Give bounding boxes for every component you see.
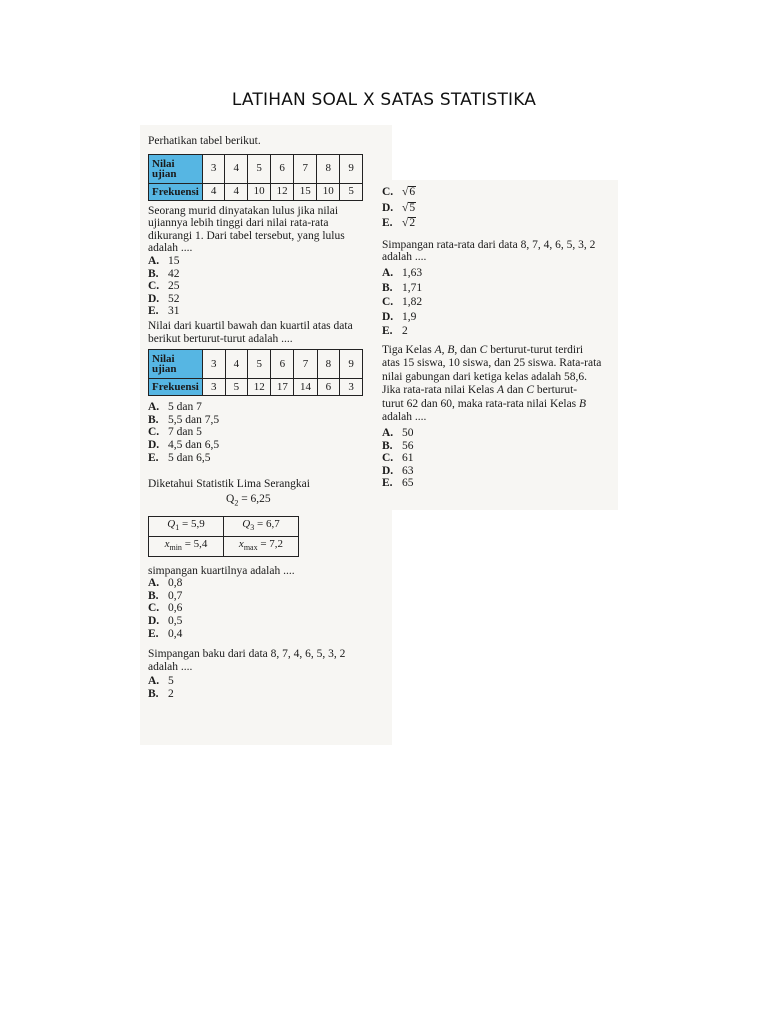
q2-options <box>148 401 368 464</box>
sqrt-expression: √6 <box>402 186 416 198</box>
table-header-frekuensi: Frekuensi <box>149 379 203 396</box>
symbol-text: x <box>238 537 244 550</box>
option-value: 5 <box>168 675 174 688</box>
value-text: = 6,25 <box>238 492 271 505</box>
option-letter: C. <box>148 280 160 293</box>
option-c[interactable] <box>148 426 368 439</box>
text-run: B <box>579 397 587 410</box>
option-value: 61 <box>402 452 414 465</box>
option-letter: A. <box>382 426 394 439</box>
text-run: dan <box>503 384 527 397</box>
table-cell: 3 <box>202 379 225 396</box>
q3-options <box>148 577 368 640</box>
option-value: 7 dan 5 <box>168 426 202 439</box>
option-letter: C. <box>382 186 394 198</box>
table-cell: 5 <box>225 379 248 396</box>
radicand: 6 <box>409 186 416 198</box>
option-letter: A. <box>382 266 394 279</box>
option-d[interactable] <box>148 293 368 306</box>
option-letter: C. <box>148 426 160 439</box>
question-line: Seorang murid dinyatakan lulus jika nilai <box>148 204 339 217</box>
q2-question-text <box>148 320 368 345</box>
text-run: B <box>447 343 455 356</box>
option-value: 5 dan 6,5 <box>168 451 211 464</box>
option-d[interactable] <box>148 439 368 452</box>
table-header-nilai <box>149 154 203 183</box>
option-e[interactable] <box>382 325 610 338</box>
option-value: 25 <box>168 280 180 293</box>
table-cell: 3 <box>202 350 225 379</box>
option-b[interactable] <box>382 282 610 295</box>
question-line: adalah .... <box>148 660 193 673</box>
text-run: , <box>441 343 448 356</box>
sqrt-expression: √5 <box>402 201 416 214</box>
option-value: 4,5 dan 6,5 <box>168 438 220 451</box>
subscript-text: 2 <box>234 497 239 507</box>
table-row <box>149 154 363 183</box>
symbol-text: Q <box>167 517 176 530</box>
label-text: ujian <box>152 167 177 180</box>
table-cell: 9 <box>340 154 363 183</box>
option-a[interactable] <box>148 577 368 590</box>
table-cell: 15 <box>294 183 317 200</box>
option-b[interactable] <box>148 688 368 701</box>
option-letter: D. <box>148 438 160 451</box>
table-cell: 6 <box>271 154 294 183</box>
option-value: 0,5 <box>168 614 183 627</box>
option-c[interactable] <box>382 452 610 465</box>
question-line: Simpangan rata-rata dari data 8, 7, 4, 6, 5, 3, 2 <box>382 238 596 251</box>
q3-intro: Diketahui Statistik Lima Serangkai <box>148 478 310 491</box>
option-letter: C. <box>382 296 394 309</box>
five-number-summary-table <box>148 516 299 557</box>
q3-question: simpangan kuartilnya adalah .... <box>148 564 295 577</box>
option-letter: B. <box>382 281 393 294</box>
option-a[interactable] <box>382 427 610 440</box>
text-run: Tiga Kelas <box>382 343 435 356</box>
q2-frequency-table <box>148 349 363 396</box>
option-value: 50 <box>402 426 414 439</box>
table-row <box>149 536 299 556</box>
option-value: 56 <box>402 439 414 452</box>
document-title: LATIHAN SOAL X SATAS STATISTIKA <box>231 90 537 110</box>
option-value: 0,4 <box>168 627 183 640</box>
option-b[interactable] <box>148 268 368 281</box>
option-letter: B. <box>148 589 159 602</box>
option-e[interactable] <box>148 628 368 641</box>
text-run: , dan <box>454 343 480 356</box>
q6-question-text <box>382 344 610 425</box>
table-cell: 6 <box>271 350 294 379</box>
q1-intro: Perhatikan tabel berikut. <box>148 135 261 147</box>
option-letter: E. <box>148 627 159 640</box>
option-letter: E. <box>148 305 159 318</box>
option-c[interactable] <box>382 186 610 199</box>
option-letter: D. <box>382 464 394 477</box>
question-line: adalah .... <box>382 411 427 424</box>
option-letter: B. <box>382 439 393 452</box>
option-a[interactable] <box>382 267 610 280</box>
option-a[interactable] <box>148 675 368 688</box>
table-row <box>149 350 363 379</box>
subscript-text: 1 <box>175 522 180 532</box>
question-line <box>382 344 610 358</box>
subscript-text: min <box>169 542 182 552</box>
table-cell: 9 <box>340 350 363 379</box>
q6-options <box>382 427 610 490</box>
option-e[interactable] <box>382 217 610 230</box>
table-cell: 6 <box>317 379 340 396</box>
option-value: 1,9 <box>402 310 417 323</box>
option-c[interactable] <box>382 296 610 309</box>
q5-question-text <box>382 239 610 264</box>
option-d[interactable] <box>382 465 610 478</box>
option-b[interactable] <box>148 590 368 603</box>
option-value: 31 <box>168 305 180 318</box>
value-text: = 7,2 <box>257 537 284 550</box>
option-value: 15 <box>168 254 180 267</box>
question-line: adalah .... <box>148 242 193 255</box>
text-run: C <box>526 384 535 397</box>
option-e[interactable] <box>382 477 610 490</box>
option-value: 5,5 dan 7,5 <box>168 413 220 426</box>
table-cell: 4 <box>225 154 248 183</box>
value-text: = 5,9 <box>179 517 205 530</box>
text-run: berturut- <box>534 384 578 397</box>
q5-options <box>382 267 610 338</box>
q1-question-text <box>148 205 368 255</box>
value-text: = 5,4 <box>181 537 208 550</box>
table-cell: 7 <box>294 154 317 183</box>
option-letter: A. <box>148 254 160 267</box>
option-letter: D. <box>382 310 394 323</box>
table-cell: 8 <box>317 350 340 379</box>
table-cell: 3 <box>340 379 363 396</box>
table-cell: 10 <box>248 183 271 200</box>
option-letter: E. <box>382 477 393 490</box>
label-text: Nilai <box>152 157 175 170</box>
subscript-text: 3 <box>250 522 255 532</box>
question-line <box>382 384 610 398</box>
right-column <box>382 186 610 490</box>
option-value: 1,82 <box>402 296 423 309</box>
table-cell: 5 <box>340 183 363 200</box>
option-d[interactable] <box>382 202 610 215</box>
option-value: 1,71 <box>402 281 423 294</box>
option-value: 0,8 <box>168 577 183 590</box>
radicand: 5 <box>409 201 416 214</box>
question-line: atas 15 siswa, 10 siswa, dan 25 siswa. Rata-rata <box>382 357 602 370</box>
option-letter: A. <box>148 675 160 688</box>
option-c[interactable] <box>148 602 368 615</box>
text-run: C <box>479 343 488 356</box>
table-cell: 14 <box>294 379 317 396</box>
option-value: 2 <box>402 325 408 338</box>
table-cell: 7 <box>294 350 317 379</box>
q4-continued-options <box>382 186 610 230</box>
table-cell <box>149 536 224 556</box>
option-letter: D. <box>148 614 160 627</box>
option-value: 63 <box>402 464 414 477</box>
table-header-nilai <box>149 350 203 379</box>
option-letter: D. <box>148 292 160 305</box>
option-b[interactable] <box>148 414 368 427</box>
table-cell: 12 <box>248 379 271 396</box>
option-letter: B. <box>148 413 159 426</box>
q4-options <box>148 675 368 700</box>
option-letter: B. <box>148 687 159 700</box>
question-line: berikut berturut-turut adalah .... <box>148 332 293 345</box>
option-value: 65 <box>402 477 414 490</box>
option-value: 1,63 <box>402 266 423 279</box>
table-cell: 17 <box>271 379 294 396</box>
table-cell: 4 <box>225 183 248 200</box>
table-row <box>149 183 363 200</box>
question-line: dikurangi 1. Dari tabel tersebut, yang lulus <box>148 229 345 242</box>
option-value: 0,7 <box>168 589 183 602</box>
label-text: Nilai <box>152 353 175 366</box>
option-letter: D. <box>382 201 394 214</box>
question-line: adalah .... <box>382 251 427 264</box>
table-cell: 5 <box>248 350 271 379</box>
option-letter: E. <box>148 451 159 464</box>
table-row <box>149 516 299 536</box>
radicand: 2 <box>409 217 416 230</box>
option-value: 0,6 <box>168 602 183 615</box>
option-d[interactable] <box>382 311 610 324</box>
table-cell: 5 <box>248 154 271 183</box>
question-line: nilai gabungan dari ketiga kelas adalah 58,6. <box>382 370 588 383</box>
table-header-frekuensi: Frekuensi <box>149 183 203 200</box>
value-text: = 6,7 <box>254 517 280 530</box>
option-letter: B. <box>148 267 159 280</box>
option-e[interactable] <box>148 305 368 318</box>
text-run: Jika rata-rata nilai Kelas <box>382 384 497 397</box>
option-letter: A. <box>148 577 160 590</box>
table-cell <box>224 516 299 536</box>
symbol-text: Q <box>226 492 235 505</box>
question-line: Simpangan baku dari data 8, 7, 4, 6, 5, 3, 2 <box>148 648 346 661</box>
table-cell: 10 <box>317 183 340 200</box>
question-line: ujiannya lebih tinggi dari nilai rata-rata <box>148 217 329 230</box>
subscript-text: max <box>243 542 258 552</box>
option-value: 2 <box>168 687 174 700</box>
question-line <box>382 398 610 412</box>
left-column <box>148 135 368 701</box>
option-c[interactable] <box>148 280 368 293</box>
option-value: 52 <box>168 292 180 305</box>
question-line: Nilai dari kuartil bawah dan kuartil atas data <box>148 319 353 332</box>
q3-median <box>226 493 368 510</box>
text-run: turut 62 dan 60, maka rata-rata nilai Kelas <box>382 397 580 410</box>
option-b[interactable] <box>382 440 610 453</box>
table-cell: 8 <box>317 154 340 183</box>
option-value: 5 dan 7 <box>168 401 202 414</box>
table-cell: 4 <box>225 350 248 379</box>
option-letter: C. <box>148 602 160 615</box>
table-cell: 12 <box>271 183 294 200</box>
symbol-text: x <box>164 537 170 550</box>
sqrt-expression: √2 <box>402 217 416 230</box>
option-letter: E. <box>382 217 393 230</box>
text-run: berturut-turut terdiri <box>487 343 584 356</box>
q1-frequency-table <box>148 154 363 201</box>
q4-question-text <box>148 648 368 673</box>
table-row <box>149 379 363 396</box>
label-text: ujian <box>152 363 177 376</box>
option-value: 42 <box>168 267 180 280</box>
option-a[interactable] <box>148 255 368 268</box>
text-run: A <box>496 384 504 397</box>
option-letter: E. <box>382 325 393 338</box>
text-run: A <box>434 343 442 356</box>
option-e[interactable] <box>148 452 368 465</box>
symbol-text: Q <box>242 517 251 530</box>
q1-options <box>148 255 368 318</box>
option-a[interactable] <box>148 401 368 414</box>
table-cell <box>149 516 224 536</box>
table-cell <box>224 536 299 556</box>
table-cell: 3 <box>202 154 225 183</box>
table-cell: 4 <box>202 183 225 200</box>
option-letter: C. <box>382 452 394 465</box>
option-letter: A. <box>148 401 160 414</box>
option-d[interactable] <box>148 615 368 628</box>
